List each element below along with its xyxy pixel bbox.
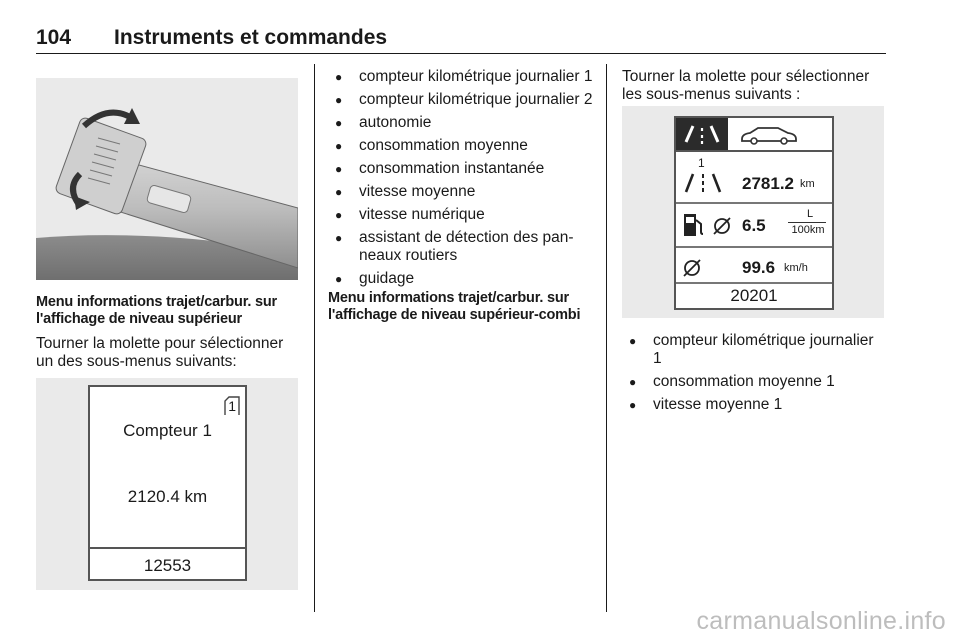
display-title: Compteur 1 (123, 421, 212, 440)
trip-badge-number: 1 (228, 398, 236, 414)
display-divider (90, 547, 245, 549)
list-item: ● autonomie (328, 114, 596, 132)
middle-heading: Menu informations trajet/carbur. sur l'affichage de niveau supérieur-combi (328, 290, 581, 323)
list-item: ● vitesse numérique (328, 206, 596, 224)
speed-unit: km/h (784, 262, 808, 274)
page-number: 104 (36, 26, 72, 49)
lane-icon-active (676, 118, 728, 150)
display-odometer: 12553 (143, 556, 192, 575)
car-icon (738, 124, 800, 146)
page-title: Instruments et commandes (114, 26, 388, 49)
page-header (36, 22, 886, 54)
watermark: carmanualsonline.info (696, 607, 946, 635)
odometer-row (676, 286, 832, 308)
tab-lane-assist (676, 118, 728, 150)
row-divider (676, 202, 832, 204)
consumption-unit-bottom: 100km (791, 224, 825, 236)
list-item: ● vitesse moyenne 1 (622, 396, 884, 414)
odometer-value: 20201 (730, 286, 778, 305)
list-item: ● consommation moyenne (328, 137, 596, 155)
average-icon (712, 216, 732, 236)
list-item: ● compteur kilométrique journalier 2 (328, 91, 596, 109)
consumption-unit-top: L (806, 208, 814, 220)
consumption-value: 6.5 (742, 216, 766, 235)
row-divider (676, 282, 832, 284)
list-item: ● vitesse moyenne (328, 183, 596, 201)
column-divider-left (314, 64, 315, 612)
steering-stalk-illustration (36, 78, 298, 280)
fuel-pump-icon (682, 212, 706, 238)
trip-unit: km (800, 178, 815, 190)
trip-value: 2781.2 (742, 174, 794, 193)
list-item: ● compteur kilométrique journalier 1 (328, 68, 596, 86)
column-divider-right (606, 64, 607, 612)
display-distance: 2120.4 km (127, 487, 208, 506)
list-item: ● assistant de détection des pan-neaux routiers (328, 229, 596, 265)
display-tab-bar (676, 118, 832, 152)
right-submenu-list (622, 332, 884, 414)
hud-display-compteur (88, 385, 247, 581)
average-icon (682, 258, 702, 278)
unit-fraction-line (788, 222, 826, 223)
display-combi-figure (622, 106, 884, 318)
left-heading: Menu informations trajet/carbur. sur l'affichage de niveau supérieur (36, 294, 277, 327)
consumption-row (676, 206, 832, 246)
trip-index: 1 (698, 156, 705, 170)
speed-value: 99.6 (742, 258, 776, 277)
right-paragraph: Tourner la molette pour sélectionner les sous-menus suivants : (622, 68, 870, 103)
list-item: ● consommation moyenne 1 (622, 373, 884, 391)
list-item: ● guidage (328, 270, 596, 288)
speed-row (676, 250, 832, 282)
left-paragraph: Tourner la molette pour sélectionner un des sous-menus suivants: (36, 335, 284, 370)
display-compteur-figure (36, 378, 298, 590)
row-divider (676, 246, 832, 248)
lane-icon (682, 170, 724, 194)
hud-display-combi (674, 116, 834, 310)
list-item: ● consommation instantanée (328, 160, 596, 178)
list-item: ● compteur kilométrique journalier 1 (622, 332, 884, 368)
middle-submenu-list (328, 68, 596, 288)
trip-row (676, 156, 832, 200)
steering-stalk-figure (36, 78, 298, 280)
